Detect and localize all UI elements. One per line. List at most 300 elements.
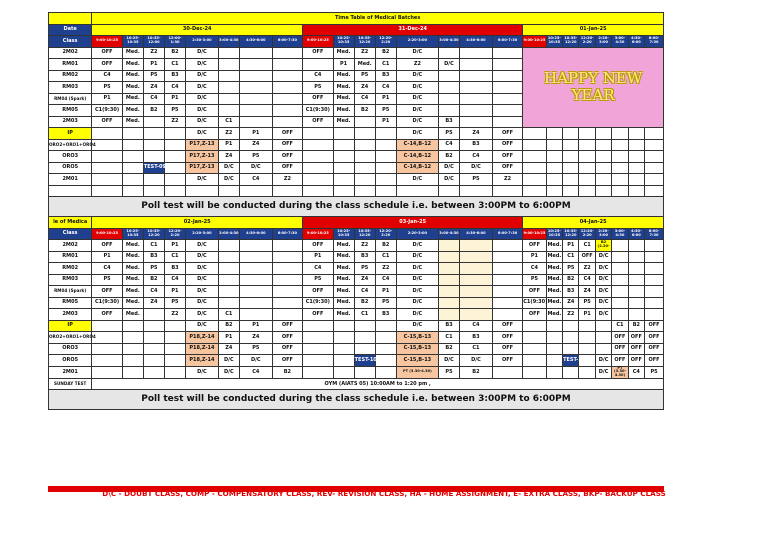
table-cell — [92, 355, 122, 367]
table-cell — [492, 251, 522, 263]
table-cell: D/C — [396, 93, 438, 105]
time-slot-header: 12:20-2:20 — [579, 36, 595, 48]
table-cell — [546, 343, 562, 355]
table-cell: Med. — [122, 70, 143, 82]
table-cell: PT (3.30-4.30) — [396, 366, 438, 378]
table-cell: C4 — [438, 139, 459, 151]
table-cell: C4 — [239, 174, 272, 186]
table-cell: P1 — [333, 59, 354, 71]
table-cell — [438, 185, 459, 197]
table-cell — [122, 185, 143, 197]
time-slot-header: 10:25-10:35 — [333, 228, 354, 240]
table-cell: P5 — [143, 263, 164, 275]
table-cell: P5 — [303, 274, 333, 286]
table-row — [49, 47, 664, 59]
table-cell: Z4 — [563, 297, 579, 309]
table-cell — [438, 297, 459, 309]
table-cell: B2 — [438, 151, 459, 163]
table-cell: D/C — [438, 162, 459, 174]
table-cell — [122, 343, 143, 355]
table-cell: OFF — [272, 128, 302, 140]
table-cell — [333, 332, 354, 344]
table-cell: P5 — [438, 128, 459, 140]
table-cell — [563, 162, 579, 174]
date-row — [49, 24, 664, 36]
time-slot-header: 12:00-1:30 — [164, 36, 185, 48]
table-cell: D/C — [595, 297, 611, 309]
table-cell — [645, 309, 664, 321]
table-cell: C1 — [579, 240, 595, 252]
table-cell — [239, 263, 272, 275]
table-cell: OFF — [92, 47, 122, 59]
table-cell — [595, 151, 611, 163]
poll-test-notice: Poll test will be conducted during the class schedule i.e. between 3:00PM to 6:00PM — [49, 390, 664, 410]
table-cell — [579, 162, 595, 174]
table-cell — [92, 185, 122, 197]
table-cell — [546, 128, 562, 140]
table-cell: P1 — [143, 59, 164, 71]
table-cell: Med. — [546, 274, 562, 286]
table-cell: Med. — [122, 240, 143, 252]
table-cell — [333, 185, 354, 197]
table-cell — [218, 82, 239, 94]
table-row — [49, 297, 664, 309]
table-cell — [546, 139, 562, 151]
table-cell — [579, 139, 595, 151]
table-cell: Z4 — [354, 82, 375, 94]
table-cell: C1 — [375, 59, 396, 71]
table-cell: C1 — [218, 309, 239, 321]
table-row — [49, 263, 664, 275]
table-cell — [375, 139, 396, 151]
table-cell — [492, 185, 522, 197]
table-cell — [122, 355, 143, 367]
table-row — [49, 128, 664, 140]
table-cell: B2 — [628, 320, 644, 332]
table-cell — [239, 240, 272, 252]
table-cell: B2 — [375, 240, 396, 252]
table-cell: OFF — [523, 240, 546, 252]
table-cell — [523, 320, 546, 332]
table-cell — [645, 251, 664, 263]
table-cell — [122, 139, 143, 151]
date-header: 01-Jan-25 — [523, 24, 664, 36]
time-slot-header: 10:25-10:35 — [546, 36, 562, 48]
table-cell — [460, 251, 493, 263]
table-cell — [628, 139, 644, 151]
time-slot-header: 10:35-12:20 — [143, 228, 164, 240]
table-cell: C4 — [579, 274, 595, 286]
table-cell — [143, 174, 164, 186]
table-cell — [354, 174, 375, 186]
table-cell — [628, 309, 644, 321]
date-row — [49, 217, 664, 229]
table-cell: OFF — [579, 251, 595, 263]
table-cell: C1 — [164, 251, 185, 263]
table-row — [49, 174, 664, 186]
table-cell — [143, 309, 164, 321]
table-cell — [460, 286, 493, 298]
table-cell — [546, 162, 562, 174]
time-slot-header: 10:25-10:35 — [333, 36, 354, 48]
table-cell — [563, 343, 579, 355]
table-cell: C4 — [523, 263, 546, 275]
date-header: 31-Dec-24 — [303, 24, 523, 36]
table-cell: B2 — [143, 105, 164, 117]
table-cell: OFF — [303, 286, 333, 298]
table-cell — [375, 174, 396, 186]
table-cell: Med. — [333, 116, 354, 128]
table-cell — [595, 320, 611, 332]
table-cell — [303, 139, 333, 151]
table-cell: D/C — [595, 286, 611, 298]
table-cell: P18,Z-14 — [186, 355, 219, 367]
time-slot-header: 9:00-10:25 — [523, 36, 546, 48]
time-slot-header: 10:35-12:00 — [143, 36, 164, 48]
table-cell — [92, 332, 122, 344]
table-cell: Med. — [333, 105, 354, 117]
table-cell — [563, 320, 579, 332]
table-cell: P5 — [164, 297, 185, 309]
table-cell: P1 — [375, 93, 396, 105]
table-cell — [164, 128, 185, 140]
table-cell: OFF — [492, 343, 522, 355]
table-cell — [460, 82, 493, 94]
time-slot-header: 10:35-12:20 — [354, 228, 375, 240]
table-cell — [92, 366, 122, 378]
table-cell — [122, 151, 143, 163]
table-cell: D/C — [186, 59, 219, 71]
batch-name: 2M03 — [49, 309, 92, 321]
table-cell — [333, 162, 354, 174]
batch-name: RM03 — [49, 274, 92, 286]
table-cell — [628, 162, 644, 174]
table-cell: OFF — [303, 47, 333, 59]
table-cell — [523, 139, 546, 151]
table-cell: OFF — [272, 343, 302, 355]
table-cell — [563, 139, 579, 151]
table-cell: OFF — [272, 355, 302, 367]
table-cell: D/C — [239, 162, 272, 174]
batch-name: ORO5 — [49, 355, 92, 367]
table-cell — [579, 343, 595, 355]
table-cell — [460, 59, 493, 71]
table-cell — [239, 116, 272, 128]
time-slot-header: 3:00-4:30 — [438, 36, 459, 48]
table-cell — [303, 185, 333, 197]
table-cell — [628, 274, 644, 286]
batch-name: RM02 — [49, 70, 92, 82]
date-header: 04-Jan-25 — [523, 217, 664, 229]
table-cell: D/C — [595, 366, 611, 378]
table-cell: D/C — [396, 263, 438, 275]
table-cell — [354, 185, 375, 197]
table-cell — [164, 174, 185, 186]
table-cell: D/C — [595, 263, 611, 275]
time-slot-header: 6:00-7:30 — [645, 228, 664, 240]
table-cell — [612, 174, 628, 186]
table-cell: C4 — [164, 274, 185, 286]
table-cell — [492, 59, 522, 71]
table-row — [49, 274, 664, 286]
table-cell — [239, 47, 272, 59]
table-cell: OFF — [492, 128, 522, 140]
table-cell: Z4 — [579, 286, 595, 298]
table-cell: P1 — [164, 286, 185, 298]
table-cell — [628, 240, 644, 252]
table-cell — [438, 274, 459, 286]
table-cell — [303, 59, 333, 71]
happy-new-year-text: HAPPY NEW YEAR — [544, 69, 643, 105]
batch-name: RM05 — [49, 105, 92, 117]
table-cell: P17,Z-13 — [186, 162, 219, 174]
table-cell — [612, 263, 628, 275]
table-cell: P5 — [164, 105, 185, 117]
table-cell: OFF — [612, 355, 628, 367]
time-slot-header: 2:20-3:00 — [396, 228, 438, 240]
time-slot-header: 10:25-10:35 — [122, 228, 143, 240]
table-cell: P1 — [92, 93, 122, 105]
table-cell: OFF — [272, 332, 302, 344]
batch-name: ORO3 — [49, 343, 92, 355]
table-cell: Med. — [122, 297, 143, 309]
time-slot-header: 3:00-4:30 — [218, 36, 239, 48]
batch-name: RM01 — [49, 251, 92, 263]
table-cell: P5 — [354, 70, 375, 82]
table-cell — [579, 185, 595, 197]
table-cell — [579, 128, 595, 140]
time-slot-header: 10:25-10:35 — [546, 228, 562, 240]
table-cell — [612, 274, 628, 286]
table-cell: P1 — [218, 139, 239, 151]
time-slot-header: 4:30-6:00 — [239, 228, 272, 240]
table-cell: C4 — [239, 366, 272, 378]
table-cell: Z2 — [354, 240, 375, 252]
table-cell: Med. — [122, 263, 143, 275]
table-cell: Z2 — [272, 174, 302, 186]
table-cell: P1 — [218, 332, 239, 344]
batch-name: 2M01 — [49, 366, 92, 378]
table-cell: B3 — [164, 70, 185, 82]
table-cell — [333, 320, 354, 332]
table-cell — [645, 185, 664, 197]
table-cell: C-14,B-12 — [396, 151, 438, 163]
table-cell — [92, 343, 122, 355]
table-cell: Med. — [333, 82, 354, 94]
table-cell — [239, 309, 272, 321]
batch-name: ORO2+ORO1+ORO4 — [49, 139, 92, 151]
table-cell: C4 — [460, 151, 493, 163]
table-cell — [218, 185, 239, 197]
table-cell — [595, 128, 611, 140]
table-cell — [333, 151, 354, 163]
table-cell — [523, 343, 546, 355]
table-cell: D/C — [186, 47, 219, 59]
table-cell — [492, 263, 522, 275]
table-cell: P1 — [579, 309, 595, 321]
table-cell: OFF — [645, 343, 664, 355]
table-cell: D/C — [396, 274, 438, 286]
legend-text: D\C - DOUBT CLASS, COMP - COMPENSATORY CLASS, REV- REVISION CLASS, HA - HOME ASSIGNMENT, E- EXTRA CLASS, BKP- BACKUP CLASS — [102, 489, 666, 498]
table-cell: B2 — [460, 366, 493, 378]
time-slot-header: 10:35-12:20 — [563, 36, 579, 48]
table-cell — [628, 185, 644, 197]
table-cell: B2 — [375, 47, 396, 59]
week1-table-body — [49, 13, 664, 197]
table-cell: OFF — [645, 355, 664, 367]
table-cell — [523, 366, 546, 378]
table-cell — [354, 332, 375, 344]
table-cell — [546, 151, 562, 163]
table-cell — [492, 116, 522, 128]
time-slot-header: 2:20-3:00 — [595, 36, 611, 48]
table-cell: Z4 — [460, 128, 493, 140]
table-cell: Med. — [122, 47, 143, 59]
table-cell — [523, 162, 546, 174]
table-cell: Med. — [333, 309, 354, 321]
table-cell: OFF — [492, 320, 522, 332]
table-cell: Med. — [546, 240, 562, 252]
table-cell — [272, 251, 302, 263]
table-cell — [143, 139, 164, 151]
table-cell — [628, 174, 644, 186]
table-cell — [492, 309, 522, 321]
table-cell — [92, 174, 122, 186]
table-cell: Z4 — [143, 297, 164, 309]
title-corner — [49, 13, 92, 25]
time-slot-header: 6:00-7:30 — [645, 36, 664, 48]
table-cell: B3 — [375, 70, 396, 82]
table-cell — [333, 174, 354, 186]
table-cell — [164, 332, 185, 344]
table-cell: OFF — [272, 151, 302, 163]
table-cell: B3 — [375, 309, 396, 321]
table-cell: C4 — [460, 320, 493, 332]
table-cell — [460, 70, 493, 82]
date-label: le of Medica — [49, 217, 92, 229]
table-cell: Z4 — [143, 82, 164, 94]
table-cell: C1 — [438, 332, 459, 344]
table-cell — [645, 174, 664, 186]
table-cell — [218, 251, 239, 263]
table-cell — [164, 151, 185, 163]
notice-section-1 — [49, 197, 664, 217]
table-cell: C1 — [218, 116, 239, 128]
table-cell — [333, 128, 354, 140]
table-cell: Z2 — [164, 309, 185, 321]
table-cell: D/C — [218, 174, 239, 186]
table-cell: B3 — [143, 251, 164, 263]
table-row — [49, 343, 664, 355]
table-cell — [122, 128, 143, 140]
table-cell: C-14,B-12 — [396, 162, 438, 174]
table-cell: B2 (2.20- — [595, 240, 611, 252]
table-cell — [460, 47, 493, 59]
table-cell: D/C — [396, 251, 438, 263]
table-cell: B2 — [563, 274, 579, 286]
time-slot-header: 9:00-10:25 — [92, 228, 122, 240]
table-cell — [92, 151, 122, 163]
table-cell — [438, 47, 459, 59]
class-label: Class — [49, 36, 92, 48]
table-cell — [546, 366, 562, 378]
table-cell: D/C — [186, 93, 219, 105]
table-cell: Med. — [546, 251, 562, 263]
table-cell — [218, 70, 239, 82]
table-cell — [333, 343, 354, 355]
table-cell: C1 — [612, 320, 628, 332]
table-cell — [612, 128, 628, 140]
time-slot-header: 4:30-6:00 — [460, 228, 493, 240]
time-slot-header: 10:35-12:20 — [563, 228, 579, 240]
table-cell: Z4 — [218, 343, 239, 355]
table-cell — [143, 355, 164, 367]
table-cell: B2 — [143, 274, 164, 286]
table-cell — [438, 93, 459, 105]
table-cell — [272, 116, 302, 128]
table-cell: Med. — [333, 47, 354, 59]
batch-name: 2M02 — [49, 240, 92, 252]
table-cell: P1 — [523, 251, 546, 263]
table-cell: Med. — [122, 286, 143, 298]
time-slot-header: 2:20-3:00 — [396, 36, 438, 48]
table-cell: C-15,B-13 — [396, 332, 438, 344]
table-cell — [92, 139, 122, 151]
table-cell: P5 — [375, 297, 396, 309]
table-cell: D/C — [396, 82, 438, 94]
table-cell — [354, 116, 375, 128]
batch-name: RM02 — [49, 263, 92, 275]
table-cell: P5 — [523, 274, 546, 286]
table-cell — [563, 366, 579, 378]
table-cell — [438, 70, 459, 82]
table-cell: Med. — [546, 263, 562, 275]
table-cell — [272, 47, 302, 59]
batch-name: ORO5 — [49, 162, 92, 174]
table-cell: D/C — [218, 366, 239, 378]
table-cell — [546, 320, 562, 332]
table-cell: Med. — [333, 274, 354, 286]
table-cell: OFF — [272, 320, 302, 332]
table-cell: C4 — [628, 366, 644, 378]
table-cell: P1 — [92, 251, 122, 263]
table-cell: Med. — [333, 93, 354, 105]
table-cell — [595, 332, 611, 344]
table-cell: OFF — [628, 355, 644, 367]
table-cell — [375, 332, 396, 344]
table-cell — [492, 93, 522, 105]
table-cell — [333, 366, 354, 378]
table-cell — [239, 274, 272, 286]
table-cell — [628, 263, 644, 275]
table-cell: C1 — [143, 240, 164, 252]
table-cell — [438, 105, 459, 117]
table-cell — [595, 185, 611, 197]
table-cell — [143, 151, 164, 163]
table-cell: Med. — [333, 240, 354, 252]
table-cell — [164, 139, 185, 151]
table-cell — [523, 174, 546, 186]
table-cell: Med. — [546, 309, 562, 321]
table-cell: OFF — [92, 309, 122, 321]
table-cell: C4 — [375, 82, 396, 94]
table-cell: OFF — [492, 332, 522, 344]
table-cell — [645, 240, 664, 252]
table-cell: Med. — [546, 297, 562, 309]
table-cell — [628, 128, 644, 140]
time-slot-header: 3:00-4:30 — [438, 228, 459, 240]
time-slot-header: 12:20-2:20 — [375, 228, 396, 240]
